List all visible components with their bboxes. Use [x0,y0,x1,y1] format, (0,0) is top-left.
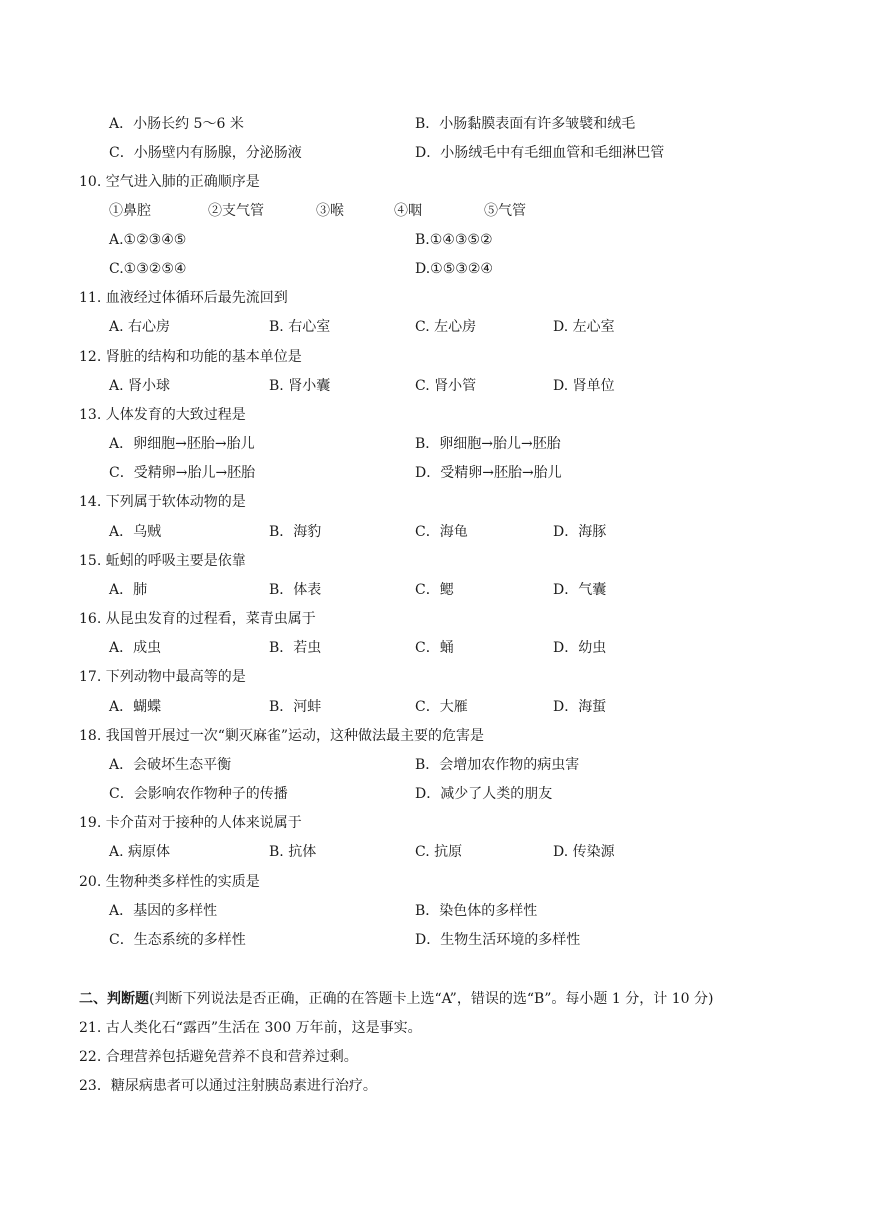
q10-option-a: A.①②③④⑤ [109,232,187,248]
q18-option-d: D．减少了人类的朋友 [415,786,553,802]
q12-option-c: C. 肾小管 [415,378,477,394]
q9-option-c: C．小肠壁内有肠腺，分泌肠液 [109,145,302,161]
q10-item-3: ③喉 [316,203,344,219]
q16-option-a: A．成虫 [109,640,162,656]
q13-option-c: C．受精卵→胎儿→胚胎 [109,465,256,481]
q14-stem: 14. 下列属于软体动物的是 [79,494,246,510]
q21-statement: 21. 古人类化石“露西”生活在 300 万年前，这是事实。 [79,1020,422,1036]
q15-stem: 15. 蚯蚓的呼吸主要是依靠 [79,553,246,569]
q19-option-c: C. 抗原 [415,844,463,860]
q10-item-2: ②支气管 [208,203,264,219]
q11-option-a: A. 右心房 [109,319,171,335]
q14-option-a: A．乌贼 [109,524,162,540]
q15-option-a: A．肺 [109,582,148,598]
q16-option-d: D．幼虫 [553,640,607,656]
q11-stem: 11. 血液经过体循环后最先流回到 [79,290,288,306]
q13-option-a: A．卵细胞→胚胎→胎儿 [109,436,255,452]
section-2-title: 二、判断题 [79,991,149,1007]
q11-option-c: C. 左心房 [415,319,477,335]
q9-option-a: A．小肠长约 5～6 米 [109,116,244,132]
q10-item-1: ①鼻腔 [109,203,151,219]
q10-item-4: ④咽 [394,203,422,219]
q19-option-a: A. 病原体 [109,844,171,860]
q17-option-b: B．河蚌 [269,699,322,715]
q10-option-c: C.①③②⑤④ [109,261,187,277]
q10-option-d: D.①⑤③②④ [415,261,493,277]
q12-stem: 12. 肾脏的结构和功能的基本单位是 [79,349,302,365]
q17-stem: 17. 下列动物中最高等的是 [79,669,246,685]
q10-stem: 10. 空气进入肺的正确顺序是 [79,174,260,190]
q12-option-b: B. 肾小囊 [269,378,331,394]
q15-option-c: C．鳃 [415,582,454,598]
q19-stem: 19. 卡介苗对于接种的人体来说属于 [79,815,302,831]
q20-option-c: C．生态系统的多样性 [109,932,246,948]
q13-stem: 13. 人体发育的大致过程是 [79,407,246,423]
q20-option-d: D．生物生活环境的多样性 [415,932,581,948]
q19-option-d: D. 传染源 [553,844,615,860]
q9-option-d: D．小肠绒毛中有毛细血管和毛细淋巴管 [415,145,665,161]
q22-statement: 22. 合理营养包括避免营养不良和营养过剩。 [79,1049,358,1065]
q20-option-b: B．染色体的多样性 [415,903,538,919]
q11-option-b: B. 右心室 [269,319,331,335]
q12-option-a: A. 肾小球 [109,378,171,394]
q18-stem: 18. 我国曾开展过一次“剿灭麻雀”运动，这种做法最主要的危害是 [79,728,485,744]
q9-option-b: B．小肠黏膜表面有许多皱襞和绒毛 [415,116,636,132]
q20-stem: 20. 生物种类多样性的实质是 [79,874,260,890]
q18-option-c: C．会影响农作物种子的传播 [109,786,288,802]
q16-option-b: B．若虫 [269,640,322,656]
q12-option-d: D. 肾单位 [553,378,615,394]
q16-option-c: C．蛹 [415,640,454,656]
q20-option-a: A．基因的多样性 [109,903,218,919]
q15-option-d: D．气囊 [553,582,607,598]
q13-option-d: D．受精卵→胚胎→胎儿 [415,465,562,481]
q23-statement: 23．糖尿病患者可以通过注射胰岛素进行治疗。 [79,1078,377,1094]
q10-option-b: B.①④③⑤② [415,232,493,248]
q15-option-b: B．体表 [269,582,322,598]
section-2-instruction: (判断下列说法是否正确，正确的在答题卡上选“A”，错误的选“B”。每小题 1 分，计 10 分) [149,991,714,1007]
q18-option-a: A．会破坏生态平衡 [109,757,232,773]
q16-stem: 16. 从昆虫发育的过程看，菜青虫属于 [79,611,316,627]
q14-option-b: B．海豹 [269,524,322,540]
q19-option-b: B. 抗体 [269,844,317,860]
q11-option-d: D. 左心室 [553,319,615,335]
q13-option-b: B．卵细胞→胎儿→胚胎 [415,436,561,452]
q14-option-d: D．海豚 [553,524,607,540]
q17-option-c: C．大雁 [415,699,468,715]
q17-option-a: A．蝴蝶 [109,699,162,715]
q18-option-b: B．会增加农作物的病虫害 [415,757,580,773]
q17-option-d: D．海蜇 [553,699,607,715]
q10-item-5: ⑤气管 [484,203,526,219]
section-2-heading [79,990,713,1008]
q14-option-c: C．海龟 [415,524,468,540]
